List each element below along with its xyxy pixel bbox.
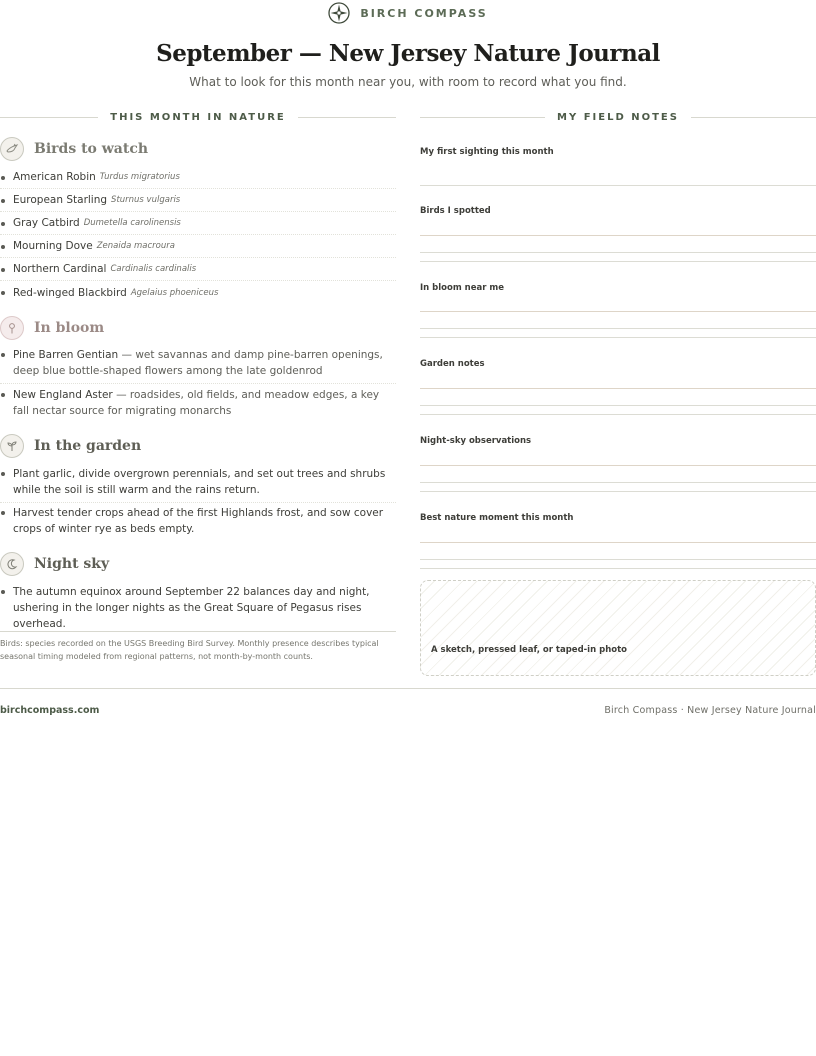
sky-note: The autumn equinox around September 22 balances day and night, ushering in the longer nights as the Great Square of Pegasus rises overhead. (13, 586, 370, 630)
section-label: MY FIELD NOTES (557, 111, 679, 123)
garden-tip: Plant garlic, divide overgrown perennials, and set out trees and shrubs while the soil is still warm and the rains return. (13, 468, 386, 496)
list-item (0, 235, 396, 258)
writing-line[interactable] (420, 185, 816, 186)
list-item (0, 166, 396, 189)
divider (0, 631, 396, 632)
writing-line[interactable] (420, 337, 816, 338)
plant-name: New England Aster (13, 389, 113, 401)
list-item (0, 505, 396, 537)
bird-scientific-name: Agelaius phoeniceus (130, 287, 219, 298)
field-label: Garden notes (420, 359, 485, 369)
bird-scientific-name: Cardinalis cardinalis (110, 264, 197, 274)
bird-common-name: European Starling (13, 194, 108, 206)
field-label: In bloom near me (420, 283, 504, 293)
field-label: Birds I spotted (420, 206, 491, 216)
list-item (0, 347, 396, 379)
writing-line[interactable] (420, 311, 816, 312)
writing-line[interactable] (420, 252, 816, 253)
bird-scientific-name: Dumetella carolinensis (83, 218, 181, 228)
sketch-label: A sketch, pressed leaf, or taped-in photo (431, 645, 627, 655)
sprout-icon (0, 434, 24, 458)
field-label: My first sighting this month (420, 147, 554, 157)
field-in-bloom (420, 275, 816, 294)
moon-icon (0, 552, 24, 576)
writing-line[interactable] (420, 405, 816, 406)
divider (0, 502, 396, 503)
list-item (0, 584, 396, 632)
field-label: Best nature moment this month (420, 513, 574, 523)
bird-common-name: Gray Catbird (13, 217, 80, 229)
plant-description: — wet savannas and damp pine-barren openings, deep blue bottle-shaped flowers among the late goldenrod (13, 349, 383, 377)
bird-scientific-name: Zenaida macroura (96, 241, 175, 251)
divider (0, 383, 396, 384)
topic-night-sky (0, 551, 396, 577)
plant-name: Pine Barren Gentian (13, 349, 119, 361)
brand-header (0, 0, 816, 26)
bird-common-name: Red-winged Blackbird (13, 286, 127, 299)
plant-description: — roadsides, old fields, and meadow edges, a key fall nectar source for migrating monarchs (13, 389, 380, 417)
source-note: Birds: species recorded on the USGS Breeding Bird Survey. Monthly presence describes typical seasonal timing modeled from regional patterns, not month-by-month counts. (0, 639, 379, 661)
footer-credit: Birch Compass · New Jersey Nature Journal (604, 705, 816, 716)
topic-garden (0, 433, 396, 459)
compass-icon (328, 2, 350, 24)
bird-scientific-name: Turdus migratorius (99, 172, 180, 182)
field-first-sighting (420, 139, 816, 158)
list-item (0, 387, 396, 419)
topic-bloom (0, 315, 396, 341)
bird-list (0, 166, 396, 304)
section-label: THIS MONTH IN NATURE (110, 111, 286, 123)
divider (0, 688, 816, 689)
footer-site-link[interactable]: birchcompass.com (0, 705, 100, 716)
bird-scientific-name: Sturnus vulgaris (111, 195, 181, 205)
section-header-field-notes (420, 110, 816, 124)
page-title: September — New Jersey Nature Journal (156, 40, 660, 67)
writing-line[interactable] (420, 482, 816, 483)
writing-line[interactable] (420, 261, 816, 262)
writing-line[interactable] (420, 328, 816, 329)
writing-line[interactable] (420, 235, 816, 236)
writing-line[interactable] (420, 491, 816, 492)
list-item (0, 466, 396, 498)
writing-line[interactable] (420, 388, 816, 389)
field-birds-spotted (420, 198, 816, 217)
writing-line[interactable] (420, 465, 816, 466)
page-subtitle: What to look for this month near you, with room to record what you find. (189, 75, 627, 89)
bird-common-name: American Robin (13, 171, 96, 183)
field-garden-notes (420, 351, 816, 370)
list-item (0, 212, 396, 235)
divider (420, 117, 545, 118)
writing-line[interactable] (420, 414, 816, 415)
topic-title: In bloom (34, 320, 105, 336)
divider (298, 117, 396, 118)
sketch-box[interactable] (420, 580, 816, 676)
field-best-moment (420, 505, 816, 524)
topic-title: Birds to watch (34, 141, 149, 157)
field-label: Night-sky observations (420, 436, 532, 446)
topic-title: In the garden (34, 438, 142, 454)
list-item (0, 189, 396, 212)
flower-icon (0, 316, 24, 340)
divider (0, 117, 98, 118)
bird-common-name: Mourning Dove (13, 240, 93, 252)
list-item (0, 281, 396, 304)
writing-line[interactable] (420, 568, 816, 569)
section-header-nature (0, 110, 396, 124)
bird-common-name: Northern Cardinal (13, 263, 107, 275)
topic-title: Night sky (34, 556, 110, 572)
field-night-sky (420, 428, 816, 447)
garden-tip: Harvest tender crops ahead of the first Highlands frost, and sow cover crops of winter rye as beds empty. (13, 507, 384, 535)
topic-birds (0, 136, 396, 162)
bird-icon (0, 137, 24, 161)
brand-name: BIRCH COMPASS (360, 6, 488, 20)
divider (691, 117, 816, 118)
writing-line[interactable] (420, 559, 816, 560)
writing-line[interactable] (420, 542, 816, 543)
list-item (0, 258, 396, 281)
